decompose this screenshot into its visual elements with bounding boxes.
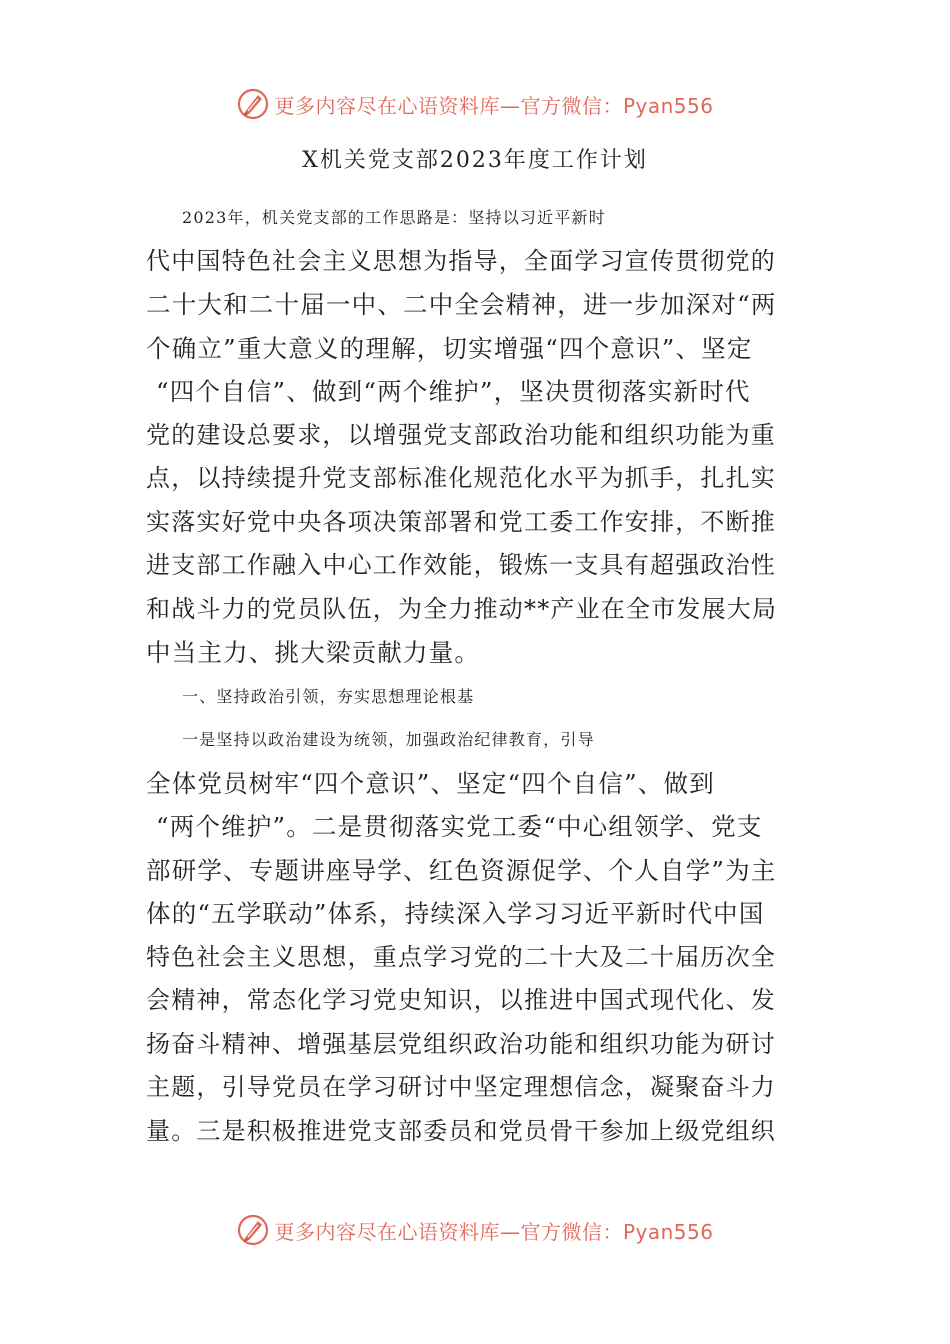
body-line: 扬奋斗精神、增强基层党组织政治功能和组织功能为研讨 bbox=[146, 1029, 776, 1058]
document-title: X机关党支部2023年度工作计划 bbox=[302, 148, 648, 173]
body-line: 和战斗力的党员队伍，为全力推动**产业在全市发展大局 bbox=[146, 594, 778, 623]
body-line: 体的“五学联动”体系，持续深入学习习近平新时代中国 bbox=[146, 899, 765, 928]
pen-nib-logo-icon bbox=[236, 87, 270, 121]
body-line: 中当主力、挑大梁贡献力量。 bbox=[146, 638, 481, 667]
document-body bbox=[146, 196, 786, 1153]
body-line: 2023年，机关党支部的工作思路是：坚持以习近平新时 bbox=[182, 208, 606, 227]
pen-nib-logo-icon bbox=[236, 1213, 270, 1247]
body-line: “两个维护”。二是贯彻落实党工委“中心组领学、党支 bbox=[156, 812, 763, 841]
body-line: 全体党员树牢“四个意识”、坚定“四个自信”、做到 bbox=[146, 768, 715, 798]
body-line: 特色社会主义思想，重点学习党的二十大及二十届历次全 bbox=[146, 942, 776, 971]
body-line: 党的建设总要求，以增强党支部政治功能和组织功能为重 bbox=[146, 420, 776, 449]
body-line: 点，以持续提升党支部标准化规范化水平为抓手，扎扎实 bbox=[146, 464, 776, 492]
body-line: 实落实好党中央各项决策部署和党工委工作安排，不断推 bbox=[146, 507, 776, 536]
watermark-text: 更多内容尽在心语资料库—官方微信：Pyan556 bbox=[274, 1219, 714, 1244]
body-line: “四个自信”、做到“两个维护”，坚决贯彻落实新时代 bbox=[156, 377, 751, 406]
section-heading: 一、坚持政治引领，夯实思想理论根基 bbox=[182, 686, 475, 706]
body-line: 代中国特色社会主义思想为指导，全面学习宣传贯彻党的 bbox=[146, 246, 776, 275]
footer-watermark bbox=[0, 1210, 950, 1250]
body-line: 会精神，常态化学习党史知识，以推进中国式现代化、发 bbox=[146, 986, 776, 1014]
body-line: 主题，引导党员在学习研讨中坚定理想信念，凝聚奋斗力 bbox=[146, 1073, 776, 1101]
body-line: 二十大和二十届一中、二中全会精神，进一步加深对“两 bbox=[146, 290, 777, 319]
header-watermark bbox=[0, 84, 950, 124]
body-line: 部研学、专题讲座导学、红色资源促学、个人自学”为主 bbox=[146, 855, 777, 885]
body-line: 量。三是积极推进党支部委员和党员骨干参加上级党组织 bbox=[146, 1116, 776, 1145]
watermark-text: 更多内容尽在心语资料库—官方微信：Pyan556 bbox=[274, 93, 714, 118]
body-line: 个确立”重大意义的理解，切实增强“四个意识”、坚定 bbox=[146, 333, 753, 363]
body-line: 进支部工作融入中心工作效能，锻炼一支具有超强政治性 bbox=[146, 551, 776, 579]
body-line: 一是坚持以政治建设为统领，加强政治纪律教育，引导 bbox=[182, 730, 595, 749]
